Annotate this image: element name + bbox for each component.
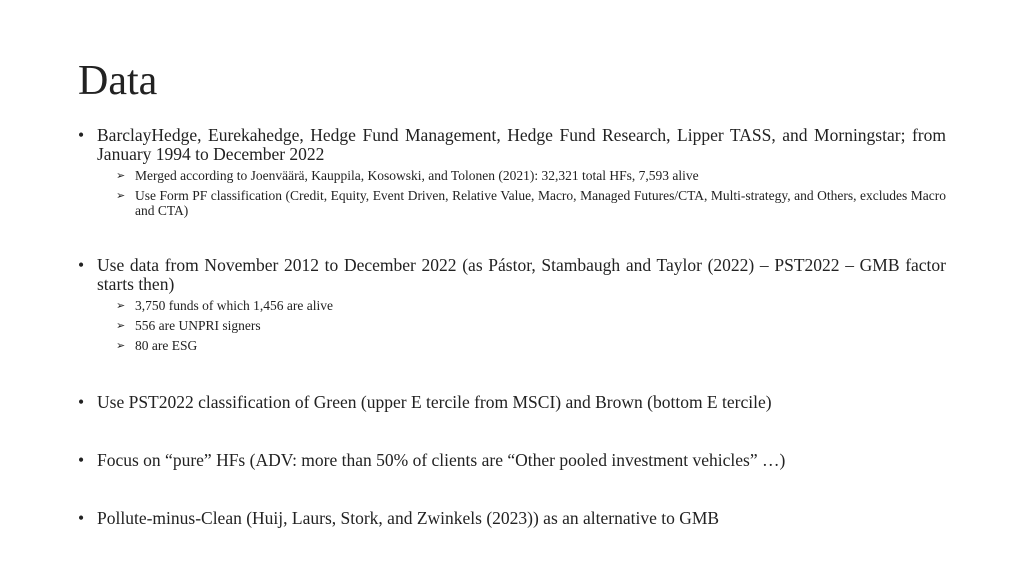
sub-bullet-item: [116, 338, 946, 353]
bullet-text: Focus on “pure” HFs (ADV: more than 50% of clients are “Other pooled investment vehicles” …): [97, 450, 786, 470]
arrow-bullet-icon: ➢: [116, 169, 126, 182]
arrow-bullet-icon: ➢: [116, 299, 126, 312]
arrow-bullet-icon: ➢: [116, 339, 126, 352]
sub-bullet-text: 80 are ESG: [135, 338, 198, 353]
sub-bullet-text: 3,750 funds of which 1,456 are alive: [135, 298, 333, 313]
sub-bullet-item: [116, 318, 946, 333]
bullet-item: [78, 393, 946, 412]
sub-bullet-text: Use Form PF classification (Credit, Equity, Event Driven, Relative Value, Macro, Managed Futures/CTA, Multi-strategy, and Others, excludes Macro and CTA): [135, 188, 946, 218]
sub-bullet-item: [116, 188, 946, 218]
sub-bullet-list: [116, 298, 946, 353]
sub-bullet-text: 556 are UNPRI signers: [135, 318, 261, 333]
sub-bullet-list: [116, 168, 946, 218]
bullet-item: [78, 509, 946, 528]
bullet-item: [78, 256, 946, 358]
bullet-dot: •: [78, 255, 85, 275]
slide-title: Data: [78, 58, 158, 104]
bullet-dot: •: [78, 508, 85, 528]
sub-bullet-item: [116, 298, 946, 313]
bullet-text: BarclayHedge, Eurekahedge, Hedge Fund Management, Hedge Fund Research, Lipper TASS, and Morningstar; from January 1994 to December 2022: [97, 125, 946, 164]
sub-bullet-item: [116, 168, 946, 183]
bullet-dot: •: [78, 450, 85, 470]
bullet-item: [78, 451, 946, 470]
arrow-bullet-icon: ➢: [116, 189, 126, 202]
bullet-text: Use data from November 2012 to December 2022 (as Pástor, Stambaugh and Taylor (2022) – PST2022 – GMB factor starts then): [97, 255, 946, 294]
bullet-dot: •: [78, 392, 85, 412]
bullet-dot: •: [78, 125, 85, 145]
arrow-bullet-icon: ➢: [116, 319, 126, 332]
bullet-text: Pollute-minus-Clean (Huij, Laurs, Stork, and Zwinkels (2023)) as an alternative to GMB: [97, 508, 720, 528]
bullet-text: Use PST2022 classification of Green (upper E tercile from MSCI) and Brown (bottom E tercile): [97, 392, 772, 412]
bullet-item: [78, 126, 946, 223]
sub-bullet-text: Merged according to Joenväärä, Kauppila, Kosowski, and Tolonen (2021): 32,321 total HFs, 7,593 alive: [135, 168, 699, 183]
